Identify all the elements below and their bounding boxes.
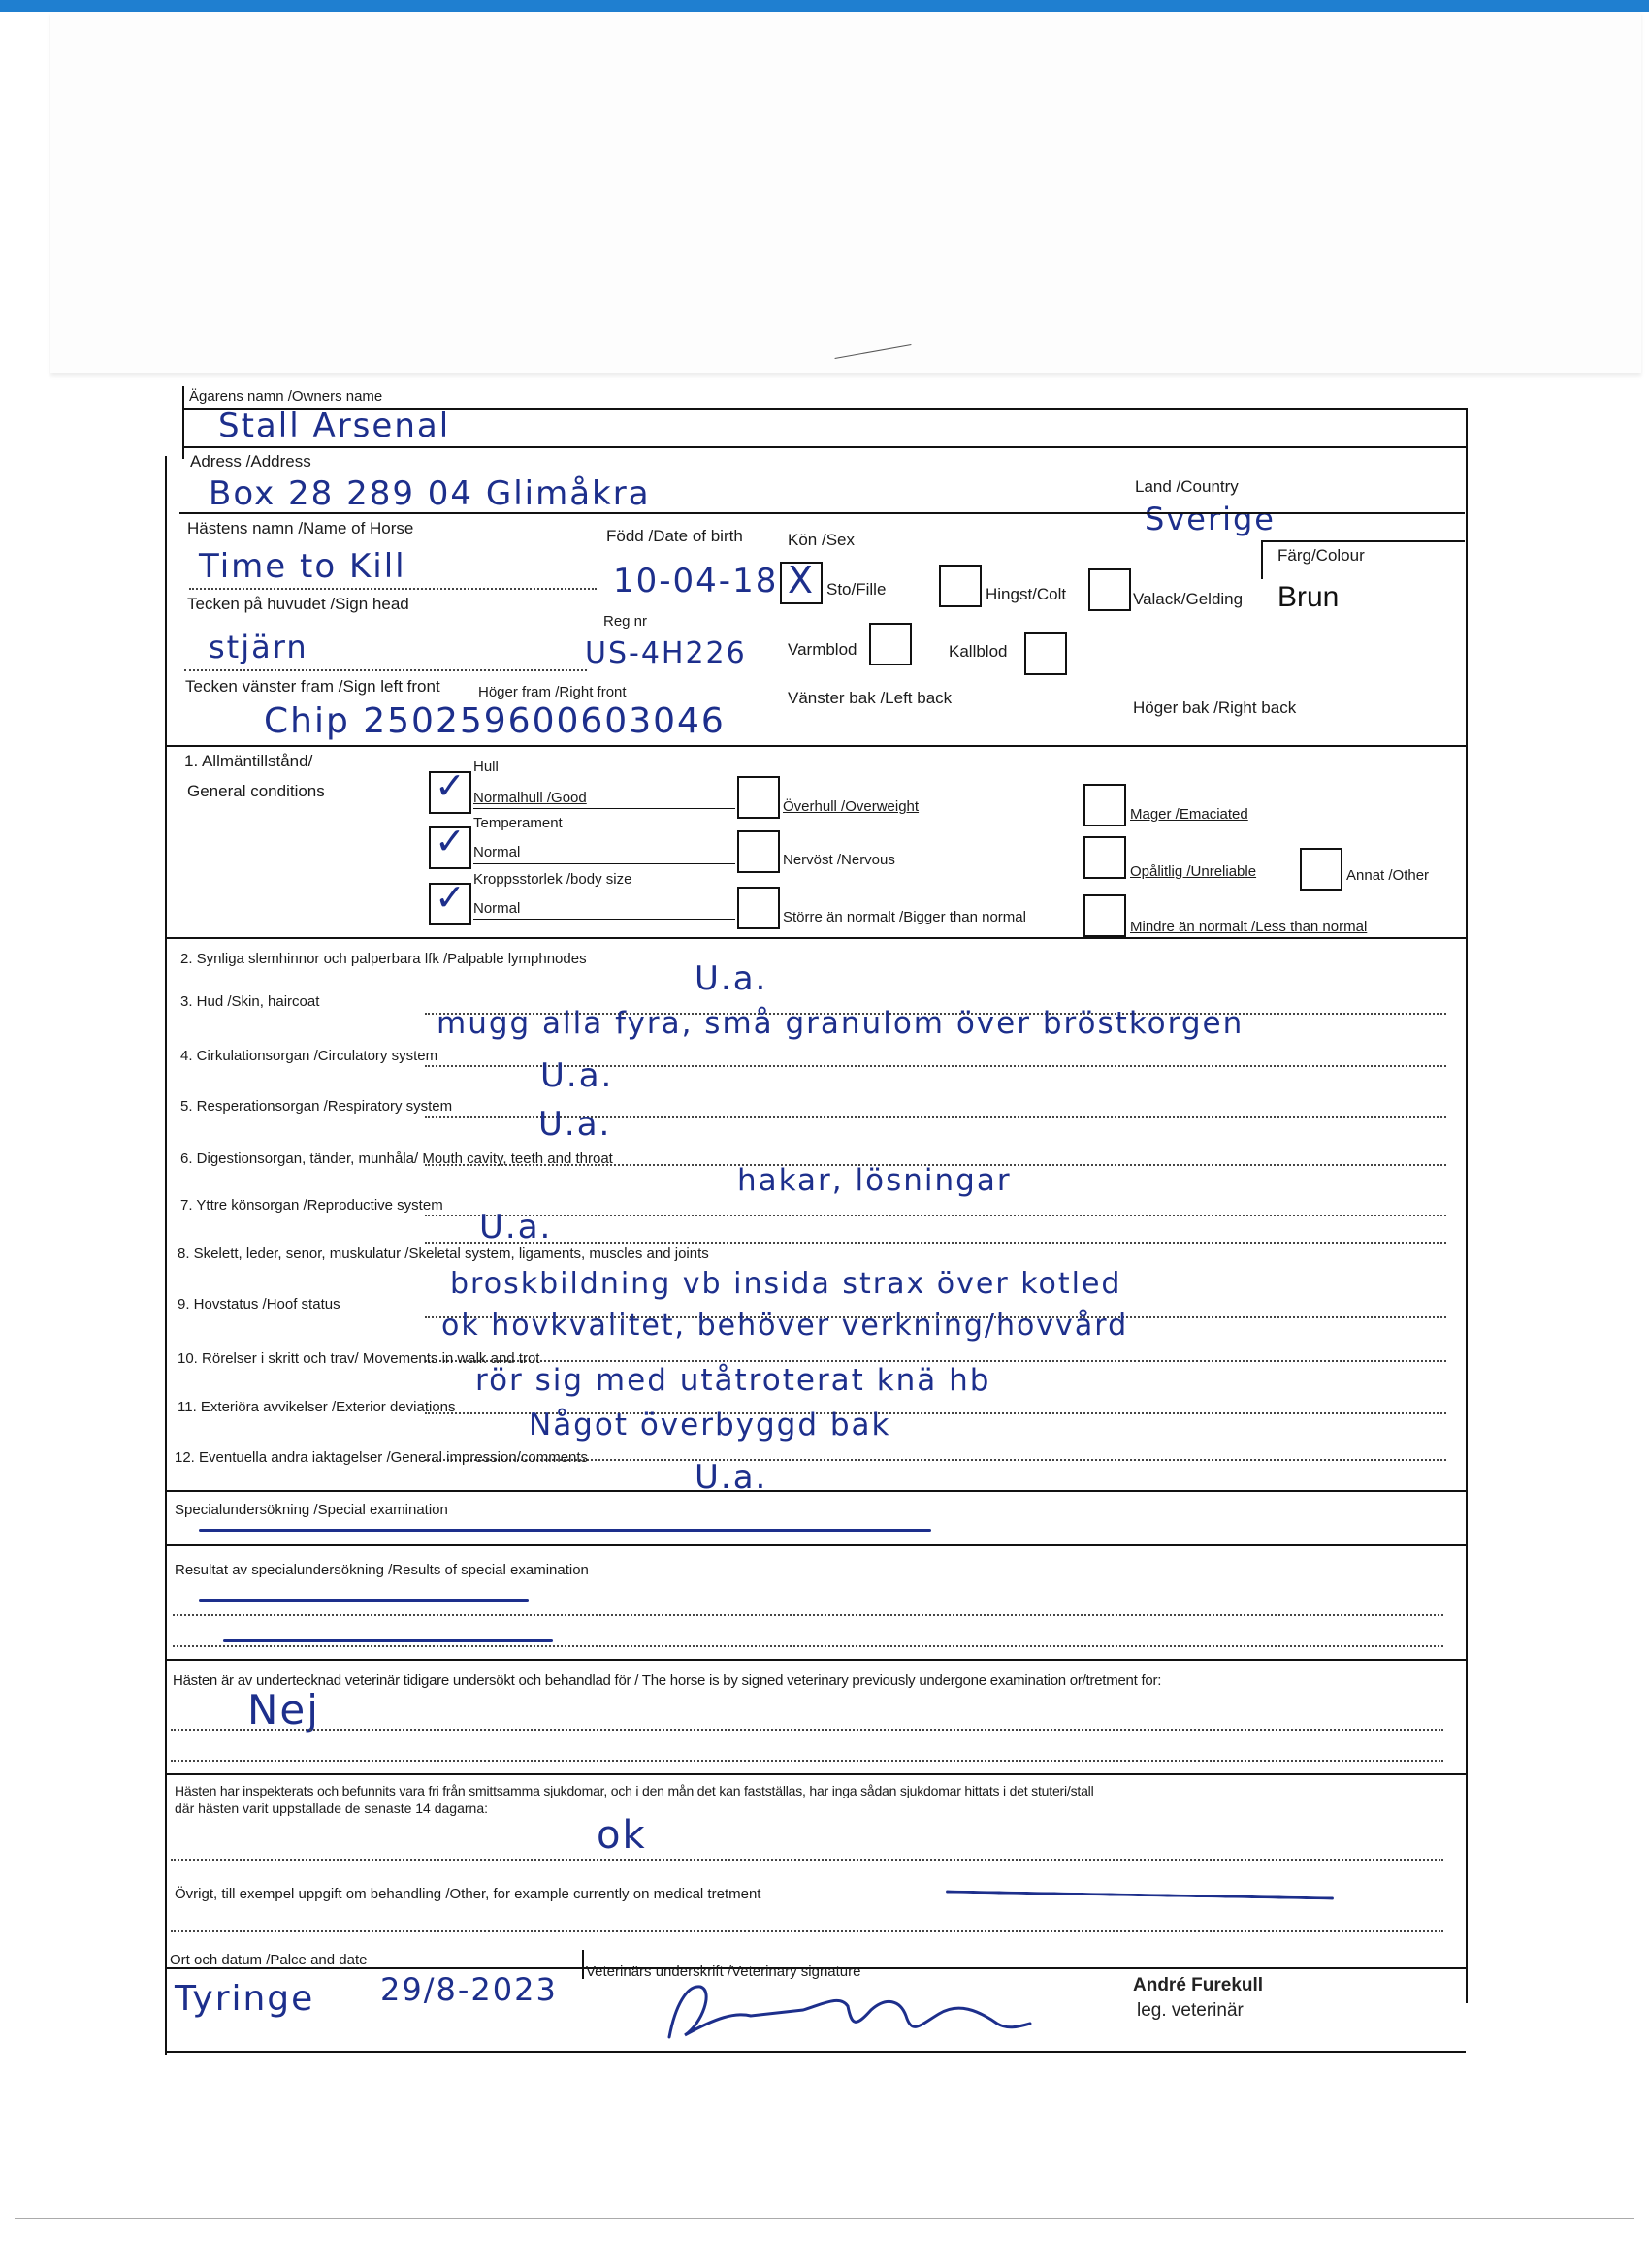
- rule: [1261, 540, 1263, 579]
- item-5-value: U.a.: [538, 1105, 612, 1144]
- country-label: Land /Country: [1135, 477, 1239, 496]
- item-4-label: 4. Cirkulationsorgan /Circulatory system: [180, 1048, 438, 1064]
- temperament-label: Temperament: [473, 815, 563, 831]
- rule: [165, 745, 1466, 747]
- right-front-label: Höger fram /Right front: [478, 684, 627, 700]
- item-8-label: 8. Skelett, leder, senor, muskulatur /Skeletal system, ligaments, muscles and joints: [178, 1246, 709, 1262]
- dotted-line: [171, 1760, 1443, 1762]
- vet-signature-label: Veterinärs underskrift /Veterinary signature: [586, 1963, 861, 1980]
- sex-colt-checkbox[interactable]: [939, 565, 982, 607]
- other-label: Övrigt, till exempel uppgift om behandling /Other, for example currently on medical tretment: [175, 1886, 761, 1902]
- dotted-line: [171, 1729, 1443, 1731]
- sex-gelding-label: Valack/Gelding: [1133, 590, 1244, 608]
- sign-head-label: Tecken på huvudet /Sign head: [187, 595, 409, 613]
- colour-label: Färg/Colour: [1277, 546, 1365, 565]
- item-8-value: broskbildning vb insida strax över kotled: [450, 1267, 1122, 1301]
- dotted-line: [171, 1859, 1443, 1861]
- item-2-value: U.a.: [695, 959, 768, 998]
- sign-head-value: stjärn: [209, 629, 308, 665]
- rule: [179, 512, 1465, 514]
- item-10-value: rör sig med utåtroterat knä hb: [475, 1363, 991, 1398]
- address-value: Box 28 289 04 Glimåkra: [209, 474, 651, 513]
- owner-label: Ägarens namn /Owners name: [189, 388, 383, 405]
- inspection-label-1: Hästen har inspekterats och befunnits vara fri från smittsamma sjukdomar, och i den mån det kan fastställas, har inga sådan sjukdomar hittats i det stuteri/stall: [175, 1783, 1094, 1798]
- rule: [165, 1490, 1466, 1492]
- item-9-label: 9. Hovstatus /Hoof status: [178, 1296, 340, 1312]
- hull-normal-label: Normalhull /Good: [473, 790, 587, 806]
- reg-value: US-4H226: [585, 636, 747, 670]
- vet-signature: [658, 1967, 1046, 2045]
- frame-left: [165, 456, 167, 2055]
- previous-label: Hästen är av undertecknad veterinär tidigare undersökt och behandlad för / The horse is by signed veterinary previously undergone examination or/tretment for:: [173, 1672, 1162, 1689]
- hull-label: Hull: [473, 759, 499, 775]
- inspection-label-2: där hästen varit uppstallade de senaste 14 dagarna:: [175, 1800, 489, 1816]
- scan-edge-bottom: [15, 2218, 1634, 2219]
- special-dash: [199, 1529, 931, 1532]
- other-dash: [946, 1891, 1334, 1900]
- results-dash: [199, 1599, 529, 1602]
- item-7-label: 7. Yttre könsorgan /Reproductive system: [180, 1197, 443, 1214]
- item-12-value: U.a.: [695, 1458, 768, 1497]
- general-title: 1. Allmäntillstånd/: [184, 752, 313, 770]
- sex-label: Kön /Sex: [788, 531, 855, 549]
- place-label: Ort och datum /Palce and date: [170, 1952, 368, 1968]
- owner-value: Stall Arsenal: [218, 406, 451, 445]
- date-value: 29/8-2023: [380, 1971, 558, 2008]
- dob-value: 10-04-18: [613, 562, 779, 600]
- dotted-line: [171, 1930, 1443, 1932]
- vet-name: André Furekull: [1133, 1975, 1264, 1995]
- warmblood-label: Varmblod: [788, 640, 857, 659]
- right-back-label: Höger bak /Right back: [1133, 698, 1297, 717]
- hull-over-label: Överhull /Overweight: [783, 798, 920, 815]
- size-normal-label: Normal: [473, 900, 521, 917]
- item-11-value: Något överbyggd bak: [529, 1408, 891, 1442]
- rule: [473, 863, 735, 864]
- warmblood-checkbox[interactable]: [869, 623, 912, 665]
- temperament-other-label: Annat /Other: [1346, 867, 1430, 884]
- reg-label: Reg nr: [603, 613, 648, 630]
- size-normal-mark: ✓: [435, 876, 466, 919]
- previous-value: Nej: [247, 1686, 320, 1733]
- sex-mare-mark: X: [788, 559, 814, 601]
- hull-normal-mark: ✓: [435, 764, 466, 807]
- size-smaller-checkbox[interactable]: [1083, 894, 1126, 937]
- results-label: Resultat av specialundersökning /Results of special examination: [175, 1562, 589, 1578]
- item-3-value: mugg alla fyra, små granulom över bröstkorgen: [436, 1006, 1245, 1041]
- left-front-label: Tecken vänster fram /Sign left front: [185, 677, 440, 696]
- hull-over-checkbox[interactable]: [737, 776, 780, 819]
- sex-colt-label: Hingst/Colt: [986, 585, 1067, 603]
- hull-under-label: Mager /Emaciated: [1130, 806, 1248, 823]
- temperament-unreliable-checkbox[interactable]: [1083, 836, 1126, 879]
- rule: [165, 1773, 1466, 1775]
- coldblood-checkbox[interactable]: [1024, 632, 1067, 675]
- general-subtitle: General conditions: [187, 782, 325, 800]
- size-bigger-checkbox[interactable]: [737, 887, 780, 929]
- chip-value: Chip 250259600603046: [264, 701, 726, 741]
- item-5-label: 5. Resperationsorgan /Respiratory system: [180, 1098, 453, 1115]
- item-6-value: hakar, lösningar: [737, 1163, 1012, 1198]
- rule: [473, 919, 735, 920]
- item-7-value: U.a.: [479, 1208, 553, 1247]
- item-6-label: 6. Digestionsorgan, tänder, munhåla/ Mouth cavity, teeth and throat: [180, 1150, 613, 1167]
- results-dash: [223, 1639, 553, 1642]
- horse-name-label: Hästens namn /Name of Horse: [187, 519, 414, 537]
- size-bigger-label: Större än normalt /Bigger than normal: [783, 909, 1026, 925]
- temperament-nervous-label: Nervöst /Nervous: [783, 852, 895, 868]
- horse-name-value: Time to Kill: [199, 547, 406, 586]
- size-label: Kroppsstorlek /body size: [473, 871, 632, 888]
- temperament-nervous-checkbox[interactable]: [737, 830, 780, 873]
- item-2-label: 2. Synliga slemhinnor och palperbara lfk /Palpable lymphnodes: [180, 951, 587, 967]
- dotted-line: [425, 1242, 1446, 1244]
- rule: [165, 1659, 1466, 1661]
- item-11-label: 11. Exteriöra avvikelser /Exterior deviations: [178, 1399, 456, 1415]
- inspection-value: ok: [597, 1813, 647, 1858]
- frame-right: [1466, 408, 1468, 2003]
- dotted-line: [425, 1215, 1446, 1216]
- address-label: Adress /Address: [190, 452, 311, 470]
- temperament-normal-mark: ✓: [435, 820, 466, 862]
- rule: [182, 446, 1468, 448]
- rule: [582, 1950, 584, 1979]
- item-4-value: U.a.: [540, 1056, 614, 1095]
- rule: [473, 808, 735, 809]
- sex-gelding-checkbox[interactable]: [1088, 568, 1131, 611]
- dob-label: Född /Date of birth: [606, 527, 743, 545]
- item-12-label: 12. Eventuella andra iaktagelser /General impression/comments: [175, 1449, 589, 1466]
- item-10-label: 10. Rörelser i skritt och trav/ Movements in walk and trot: [178, 1350, 540, 1367]
- left-back-label: Vänster bak /Left back: [788, 689, 953, 707]
- sex-mare-label: Sto/Fille: [826, 580, 887, 599]
- rule: [165, 1544, 1466, 1546]
- vet-title: leg. veterinär: [1137, 2000, 1244, 2021]
- dotted-line: [184, 669, 587, 671]
- item-9-value: ok hovkvalitet, behöver verkning/hovvård: [441, 1309, 1129, 1343]
- hull-under-checkbox[interactable]: [1083, 784, 1126, 826]
- size-smaller-label: Mindre än normalt /Less than normal: [1130, 919, 1368, 935]
- temperament-normal-label: Normal: [473, 844, 521, 860]
- coldblood-label: Kallblod: [949, 642, 1008, 661]
- dotted-line: [173, 1614, 1443, 1616]
- dotted-line: [189, 588, 597, 590]
- rule: [165, 937, 1466, 939]
- temperament-other-checkbox[interactable]: [1300, 848, 1342, 891]
- dotted-line: [173, 1645, 1443, 1647]
- place-value: Tyringe: [175, 1979, 315, 2019]
- item-3-label: 3. Hud /Skin, haircoat: [180, 993, 320, 1010]
- frame-bottom: [165, 2051, 1466, 2053]
- temperament-unreliable-label: Opålitlig /Unreliable: [1130, 863, 1257, 880]
- colour-value: Brun: [1277, 581, 1340, 613]
- rule: [1261, 540, 1465, 542]
- country-value: Sverige: [1145, 501, 1276, 537]
- special-label: Specialundersökning /Special examination: [175, 1502, 448, 1518]
